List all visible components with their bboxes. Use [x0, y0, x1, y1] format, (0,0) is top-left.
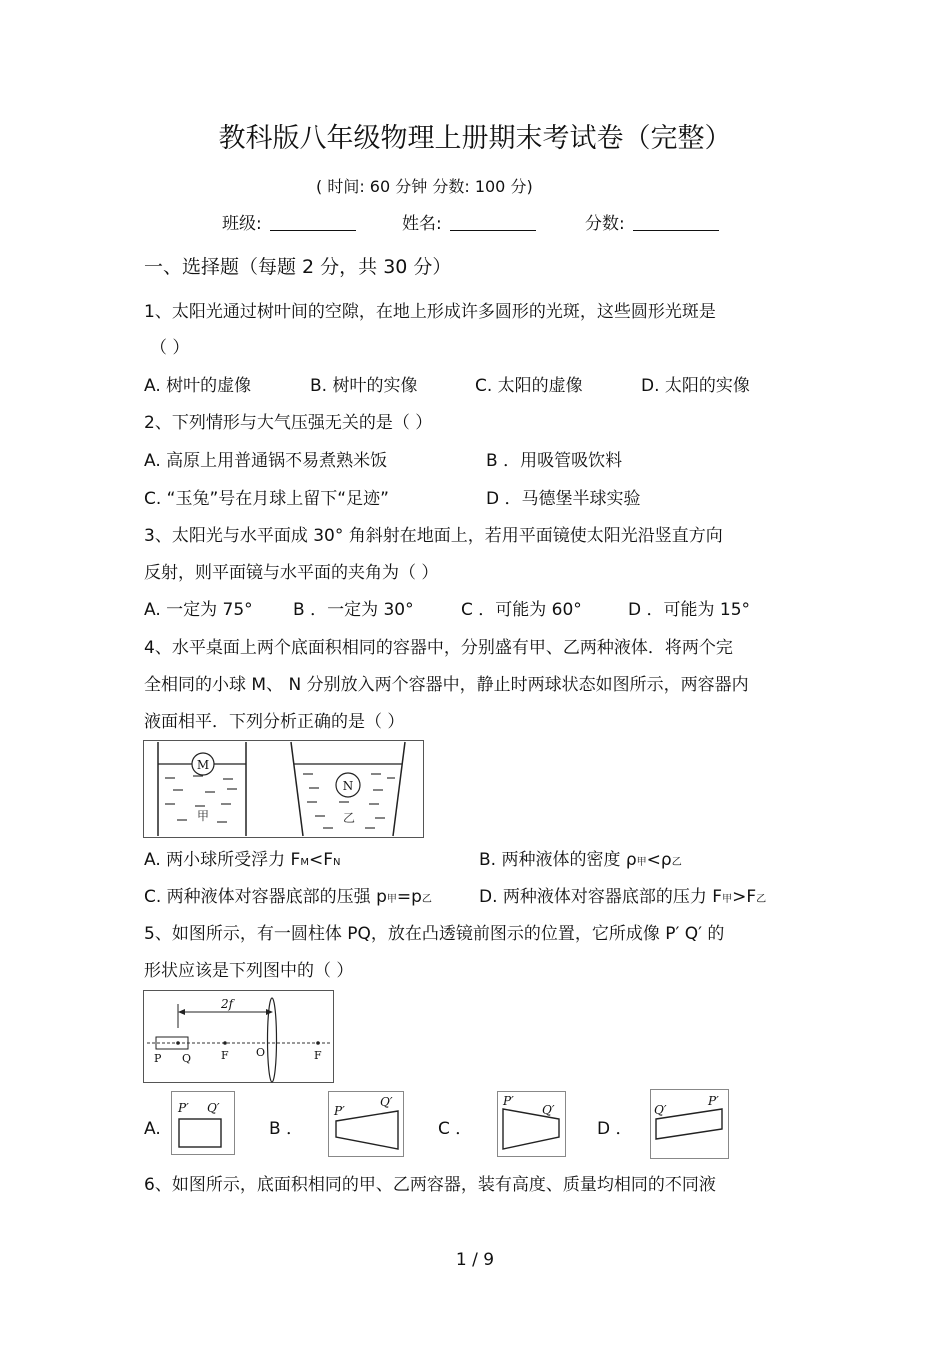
- q6-line1: 6、如图所示，底面积相同的甲、乙两容器，装有高度、质量均相同的不同液: [144, 1175, 716, 1195]
- q3-option-c: C ．可能为 60°: [461, 600, 582, 620]
- name-label: 姓名:: [402, 214, 442, 234]
- q4-option-b: [479, 849, 682, 874]
- q4-option-c-sub2: 乙: [421, 894, 432, 905]
- q3-option-b: B ．一定为 30°: [293, 600, 414, 620]
- q1-stem: 1、太阳光通过树叶间的空隙，在地上形成许多圆形的光斑，这些圆形光斑是: [144, 302, 716, 322]
- q4-option-b-sub1: 甲: [636, 857, 647, 868]
- q5-option-b-figure: [328, 1091, 404, 1157]
- q4-option-d-sub2: 乙: [756, 894, 767, 905]
- liquid-jia-label: 甲: [196, 809, 210, 823]
- q4-option-b-mid: <ρ: [646, 850, 672, 870]
- q5-option-a-figure: [171, 1091, 235, 1155]
- name-field: [402, 213, 536, 235]
- q4-line3: 液面相平．下列分析正确的是（ ）: [144, 712, 405, 732]
- q4-option-d-text: D. 两种液体对容器底部的压力 F: [479, 887, 723, 907]
- opt-a-q-label: Q′: [207, 1101, 220, 1115]
- q4-option-a-sub1: M: [300, 857, 309, 868]
- page-number: 1 / 9: [455, 1250, 495, 1270]
- q2-option-a: A. 高原上用普通锅不易煮熟米饭: [144, 451, 388, 471]
- q5-line2: 形状应该是下列图中的（ ）: [144, 961, 354, 981]
- f-right-label: F: [314, 1049, 322, 1062]
- f-left-label: F: [221, 1049, 229, 1062]
- class-blank[interactable]: [270, 214, 356, 231]
- q3-line2: 反射，则平面镜与水平面的夹角为（ ）: [144, 563, 439, 583]
- q2-option-d: D ．马德堡半球实验: [486, 489, 641, 509]
- p-label: P: [154, 1052, 162, 1065]
- q4-option-a-sub2: N: [333, 857, 341, 868]
- opt-b-p-label: P′: [334, 1104, 345, 1118]
- opt-a-p-label: P′: [178, 1101, 189, 1115]
- q1-option-d: D. 太阳的实像: [641, 376, 750, 396]
- q4-option-b-text: B. 两种液体的密度 ρ: [479, 850, 637, 870]
- opt-b-q-label: Q′: [380, 1095, 393, 1109]
- q4-option-a-mid: <F: [308, 850, 333, 870]
- score-field: [585, 213, 719, 235]
- q-label: Q: [182, 1052, 192, 1065]
- q3-option-d: D ．可能为 15°: [628, 600, 751, 620]
- class-label: 班级:: [222, 214, 262, 234]
- ball-n-label: N: [342, 779, 354, 793]
- score-blank[interactable]: [633, 214, 719, 231]
- q5-option-c-label: C ．: [438, 1119, 473, 1139]
- q4-option-d: [479, 886, 766, 911]
- liquid-yi-label: 乙: [342, 811, 356, 825]
- opt-d-q-label: Q′: [654, 1103, 667, 1117]
- o-label: O: [256, 1046, 266, 1059]
- q4-line2: 全相同的小球 M、 N 分别放入两个容器中，静止时两球状态如图所示，两容器内: [144, 675, 749, 695]
- q4-option-c-mid: =p: [396, 887, 422, 907]
- ball-m-label: M: [196, 758, 210, 772]
- q5-lens-figure: [143, 990, 334, 1083]
- q3-option-a: A. 一定为 75°: [144, 600, 253, 620]
- q1-option-b: B. 树叶的实像: [310, 376, 418, 396]
- q2-option-c: C. “玉兔”号在月球上留下“足迹”: [144, 489, 389, 509]
- score-label: 分数:: [585, 214, 625, 234]
- q2-option-b: B ．用吸管吸饮料: [486, 451, 623, 471]
- class-field: [222, 213, 356, 235]
- q2-stem: 2、下列情形与大气压强无关的是（ ）: [144, 413, 433, 433]
- q5-option-d-label: D ．: [597, 1119, 633, 1139]
- q4-option-a: [144, 849, 340, 874]
- q4-option-c-sub1: 甲: [386, 894, 397, 905]
- q1-option-a: A. 树叶的虚像: [144, 376, 252, 396]
- opt-c-q-label: Q′: [542, 1103, 555, 1117]
- section-heading: 一、选择题（每题 2 分，共 30 分）: [144, 256, 452, 278]
- opt-c-p-label: P′: [503, 1094, 514, 1108]
- opt-d-p-label: P′: [708, 1094, 719, 1108]
- page-title: 教科版八年级物理上册期末考试卷（完整）: [218, 123, 732, 154]
- q3-line1: 3、太阳光与水平面成 30° 角斜射在地面上，若用平面镜使太阳光沿竖直方向: [144, 526, 723, 546]
- q4-option-b-sub2: 乙: [671, 857, 682, 868]
- q4-containers-figure: [143, 740, 424, 838]
- q4-option-c-text: C. 两种液体对容器底部的压强 p: [144, 887, 387, 907]
- q4-option-d-mid: >F: [732, 887, 757, 907]
- two-f-label: 2f: [221, 997, 234, 1011]
- exam-meta: ( 时间: 60 分钟 分数: 100 分): [316, 177, 533, 196]
- q5-option-b-label: B ．: [269, 1119, 304, 1139]
- name-blank[interactable]: [450, 214, 536, 231]
- q4-option-d-sub1: 甲: [722, 894, 733, 905]
- q5-option-d-figure: [650, 1089, 729, 1159]
- q1-paren: （ ）: [150, 338, 190, 358]
- q4-option-a-text: A. 两小球所受浮力 F: [144, 850, 301, 870]
- q4-line1: 4、水平桌面上两个底面积相同的容器中，分别盛有甲、乙两种液体．将两个完: [144, 638, 733, 658]
- q5-option-a-label: A.: [144, 1119, 161, 1139]
- q1-option-c: C. 太阳的虚像: [475, 376, 583, 396]
- q5-option-c-figure: [497, 1091, 566, 1157]
- q4-option-c: [144, 886, 432, 911]
- q5-line1: 5、如图所示，有一圆柱体 PQ，放在凸透镜前图示的位置，它所成像 P′ Q′ 的: [144, 924, 725, 944]
